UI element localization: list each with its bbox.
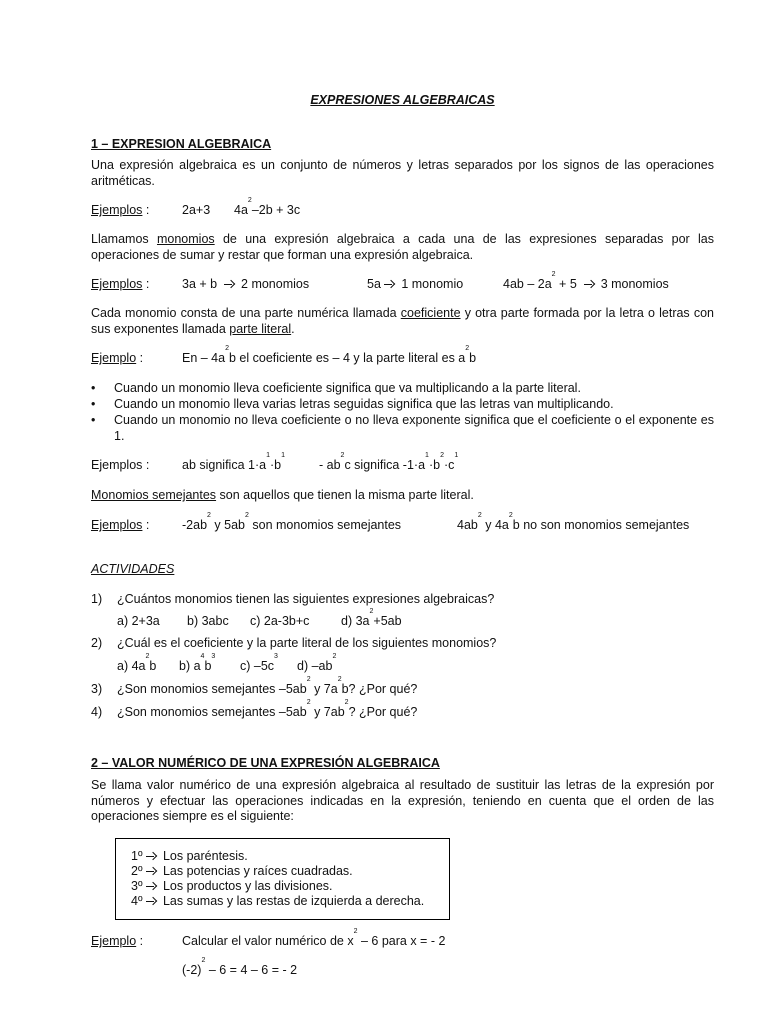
activities-heading: ACTIVIDADES bbox=[91, 562, 175, 576]
ej-text3: b bbox=[469, 351, 477, 365]
ex4-b3: ·b bbox=[428, 458, 441, 472]
order-number: 3º bbox=[131, 879, 143, 893]
q2c-1: c) –5c bbox=[240, 659, 275, 673]
order-text: Los paréntesis. bbox=[162, 849, 248, 863]
question-3-text bbox=[117, 676, 418, 696]
numeric-value-definition: Se llama valor numérico de una expresión algebraica al resultado de sustituir las letras de la expresión por números y efectuar las operaciones indicadas en la expresión, teniendo en cuenta que el orden de las operaciones siempre es el siguiente: bbox=[91, 778, 714, 823]
ej-exp1: 2 bbox=[225, 345, 229, 352]
ex4-a-e2: 1 bbox=[281, 452, 286, 459]
count-a-result: 2 monomios bbox=[241, 277, 310, 291]
count-c-exp: 2 bbox=[551, 271, 556, 278]
q2-option-a bbox=[117, 653, 157, 673]
order-number: 4º bbox=[131, 894, 143, 908]
q1-option-b: b) 3abc bbox=[187, 614, 229, 628]
examples-line-1 bbox=[91, 203, 149, 218]
order-number: 1º bbox=[131, 849, 143, 863]
literal-part-term: parte literal bbox=[229, 321, 292, 336]
algebraic-expression-definition: Una expresión algebraica es un conjunto de números y letras separados por los signos de las operaciones aritméticas. bbox=[91, 158, 714, 188]
nv-ex-exp: 2 bbox=[353, 928, 358, 935]
count-c-expr1: 4ab – 2a bbox=[503, 277, 552, 291]
nv-ex-1: Calcular el valor numérico de x bbox=[182, 934, 354, 948]
coef-pre: Cada monomio consta de una parte numérica llamada bbox=[91, 306, 401, 320]
coef-end: . bbox=[291, 321, 295, 336]
q2b-exp2: 3 bbox=[211, 653, 216, 660]
ex5-b-e2: 2 bbox=[508, 512, 513, 519]
bullet-text: Cuando un monomio lleva coeficiente significa que va multiplicando a la parte literal. bbox=[114, 381, 581, 395]
q3-1: ¿Son monomios semejantes –5ab bbox=[117, 682, 307, 696]
ex4-b-e4: 1 bbox=[454, 452, 459, 459]
example-colon: : bbox=[136, 351, 144, 365]
document-title: EXPRESIONES ALGEBRAICAS bbox=[310, 93, 495, 107]
monomials-pre: Llamamos bbox=[91, 232, 157, 246]
q4-exp2: 2 bbox=[344, 699, 349, 706]
monomial-count-a bbox=[182, 277, 309, 291]
example-label: Ejemplo bbox=[91, 351, 137, 365]
example-colon-2: : bbox=[136, 934, 144, 948]
examples-label-3: Ejemplos : bbox=[91, 458, 150, 472]
order-row bbox=[131, 849, 248, 863]
order-number: 2º bbox=[131, 864, 143, 878]
q3-2: y 7a bbox=[310, 682, 338, 696]
ex5-b3: b no son monomios semejantes bbox=[512, 518, 690, 532]
monomials-post: de una expresión algebraica a cada una de las expresiones separadas por las operaciones de sumar y restar que forman una expresión algebraica. bbox=[91, 232, 714, 262]
coefficient-term: coeficiente bbox=[400, 306, 461, 320]
example-expression-1: 2a+3 bbox=[182, 203, 211, 217]
question-3: 3) bbox=[91, 682, 103, 696]
q2d-1: d) –ab bbox=[297, 659, 333, 673]
ex4-a2: ·b bbox=[269, 458, 282, 472]
ex5-b-e1: 2 bbox=[477, 512, 482, 519]
list-item bbox=[91, 413, 714, 445]
q1d-1: d) 3a bbox=[341, 614, 370, 628]
section-1-heading: 1 – EXPRESION ALGEBRAICA bbox=[91, 137, 272, 151]
q2b-exp1: 4 bbox=[200, 653, 205, 660]
order-row bbox=[131, 894, 424, 908]
count-c-expr2: + 5 bbox=[555, 277, 577, 291]
q1-option-c: c) 2a-3b+c bbox=[250, 614, 310, 628]
ex4-b-e2: 1 bbox=[425, 452, 429, 459]
ej-text1: En – 4a bbox=[182, 351, 226, 365]
examples-label-2: Ejemplos bbox=[91, 277, 143, 291]
q1d-2: +5ab bbox=[373, 614, 402, 628]
ex5-a-e2: 2 bbox=[245, 512, 249, 519]
nv-res-2: – 6 = 4 – 6 = - 2 bbox=[205, 963, 298, 977]
nv-res-exp: 2 bbox=[201, 957, 206, 964]
non-similar-example bbox=[457, 512, 690, 532]
nv-ex-2: – 6 para x = - 2 bbox=[357, 934, 446, 948]
list-item bbox=[91, 381, 714, 397]
nv-res-1: (-2) bbox=[182, 963, 202, 977]
q1-option-d bbox=[341, 608, 402, 628]
order-text: Las potencias y raíces cuadradas. bbox=[162, 864, 353, 878]
example-expression-2 bbox=[234, 197, 301, 217]
q2-option-d bbox=[297, 653, 337, 673]
ex4-b1: - ab bbox=[319, 458, 341, 472]
count-a-expr: 3a + b bbox=[182, 277, 218, 291]
examples-line-5 bbox=[91, 518, 149, 533]
q4-1: ¿Son monomios semejantes –5ab bbox=[117, 705, 307, 719]
question-4: 4) bbox=[91, 705, 103, 719]
q2a-1: a) 4a bbox=[117, 659, 146, 673]
example-coefficient bbox=[182, 345, 477, 365]
ex5-a2: y 5ab bbox=[210, 518, 245, 532]
examples-colon-5: : bbox=[142, 518, 150, 532]
ex5-b2: y 4a bbox=[481, 518, 509, 532]
q3-exp2: 2 bbox=[337, 676, 342, 683]
arrow-right-icon bbox=[146, 882, 156, 890]
monomials-definition bbox=[91, 232, 714, 263]
ex4-a-e1: 1 bbox=[266, 452, 270, 459]
q1-option-a: a) 2+3a bbox=[117, 614, 160, 628]
section-2-heading: 2 – VALOR NUMÉRICO DE UNA EXPRESIÓN ALGEBRAICA bbox=[91, 756, 440, 770]
question-2-text: ¿Cuál es el coeficiente y la parte literal de los siguientes monomios? bbox=[117, 636, 497, 650]
count-b-expr: 5a bbox=[367, 277, 381, 291]
arrow-right-icon bbox=[146, 867, 156, 875]
q1d-exp: 2 bbox=[369, 608, 374, 615]
q2-option-b bbox=[179, 653, 216, 673]
ex5-a-e1: 2 bbox=[207, 512, 211, 519]
order-row bbox=[131, 864, 353, 878]
implicit-coefficient-example-1 bbox=[182, 452, 286, 472]
ex2-exponent: 2 bbox=[247, 197, 252, 204]
q3-exp1: 2 bbox=[306, 676, 311, 683]
arrow-right-icon bbox=[146, 897, 156, 905]
count-b-result: 1 monomio bbox=[401, 277, 464, 291]
order-text: Las sumas y las restas de izquierda a derecha. bbox=[162, 894, 425, 908]
examples-label: Ejemplos bbox=[91, 203, 143, 217]
similar-monomials-term: Monomios semejantes bbox=[91, 488, 217, 502]
monomial-count-c bbox=[503, 271, 669, 291]
coef-mid: y otra parte formada por la letra o letras con sus exponentes llamada bbox=[91, 306, 714, 336]
bullet-icon: • bbox=[91, 381, 96, 395]
ex5-a3: son monomios semejantes bbox=[248, 518, 402, 532]
ex5-b1: 4ab bbox=[457, 518, 478, 532]
similar-monomials-definition bbox=[91, 488, 474, 503]
question-2: 2) bbox=[91, 636, 103, 650]
ex2-part-a: 4a bbox=[234, 203, 248, 217]
question-1-text: ¿Cuántos monomios tienen las siguientes expresiones algebraicas? bbox=[117, 592, 495, 606]
ex4-b2: c significa -1·a bbox=[344, 458, 426, 472]
count-c-result: 3 monomios bbox=[600, 277, 669, 291]
numeric-value-result bbox=[182, 957, 298, 977]
numeric-value-example bbox=[182, 928, 446, 948]
implicit-coefficient-example-2 bbox=[319, 452, 459, 472]
bullet-text: Cuando un monomio lleva varias letras seguidas significa que las letras van multiplicando. bbox=[114, 397, 614, 411]
q2-option-c bbox=[240, 653, 278, 673]
examples-colon-2: : bbox=[142, 277, 150, 291]
ex4-b4: ·c bbox=[443, 458, 455, 472]
q3-3: b? ¿Por qué? bbox=[341, 682, 418, 696]
arrow-right-icon bbox=[384, 280, 394, 288]
examples-label-5: Ejemplos bbox=[91, 518, 143, 532]
monomials-term: monomios bbox=[156, 232, 215, 246]
q2a-exp: 2 bbox=[145, 653, 150, 660]
examples-line-2 bbox=[91, 277, 149, 292]
list-item bbox=[91, 397, 714, 413]
ex4-a1: ab significa 1·a bbox=[182, 458, 267, 472]
order-text: Los productos y las divisiones. bbox=[162, 879, 333, 893]
ej-exp2: 2 bbox=[465, 345, 470, 352]
monomial-count-b bbox=[367, 277, 463, 291]
arrow-right-icon bbox=[584, 280, 594, 288]
ex2-part-b: –2b + 3c bbox=[251, 203, 301, 217]
question-1 bbox=[91, 592, 102, 607]
arrow-right-icon bbox=[224, 280, 234, 288]
example-label-2: Ejemplo bbox=[91, 934, 137, 948]
ej-text2: b el coeficiente es – 4 y la parte literal es a bbox=[229, 351, 466, 365]
q4-exp1: 2 bbox=[306, 699, 311, 706]
q1-number: 1) bbox=[91, 592, 103, 606]
ex4-b-e3: 2 bbox=[440, 452, 444, 459]
q2b-2: b bbox=[204, 659, 212, 673]
example-line-2 bbox=[91, 934, 143, 949]
q4-3: ? ¿Por qué? bbox=[348, 705, 418, 719]
coefficient-definition bbox=[91, 306, 714, 337]
example-line bbox=[91, 351, 143, 366]
q2d-exp: 2 bbox=[332, 653, 337, 660]
operation-order-box bbox=[115, 838, 450, 920]
q2b-1: b) a bbox=[179, 659, 201, 673]
order-row bbox=[131, 879, 333, 893]
similar-example bbox=[182, 512, 402, 532]
q2c-exp: 3 bbox=[274, 653, 278, 660]
examples-colon: : bbox=[142, 203, 150, 217]
bullet-text: Cuando un monomio no lleva coeficiente o no lleva exponente significa que el coeficiente o el exponente es 1. bbox=[114, 413, 714, 443]
arrow-right-icon bbox=[146, 852, 156, 860]
ex5-a1: -2ab bbox=[182, 518, 208, 532]
bullet-icon: • bbox=[91, 413, 96, 427]
q2a-2: b bbox=[149, 659, 157, 673]
ex4-b-e1: 2 bbox=[340, 452, 345, 459]
sem-post: son aquellos que tienen la misma parte literal. bbox=[216, 488, 474, 502]
question-4-text bbox=[117, 699, 418, 719]
q4-2: y 7ab bbox=[310, 705, 345, 719]
bullet-icon: • bbox=[91, 397, 96, 411]
